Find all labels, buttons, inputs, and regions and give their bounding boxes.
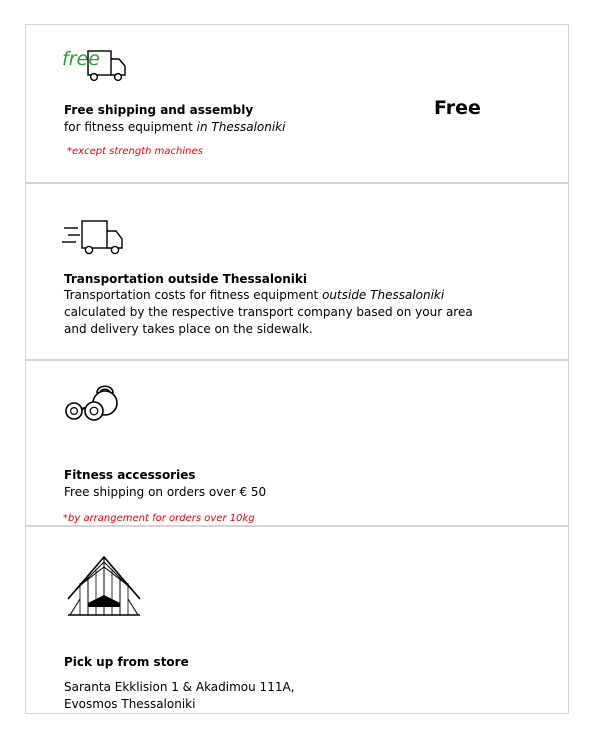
option-title: Pick up from store: [64, 655, 189, 669]
option-description-line-3: and delivery takes place on the sidewalk.: [64, 322, 313, 336]
option-description-text: Transportation costs for fitness equipment: [64, 288, 323, 302]
option-description: Free shipping on orders over € 50: [64, 485, 267, 499]
shipping-options-panel: [25, 24, 569, 714]
option-description-emphasis: in Thessaloniki: [196, 120, 286, 134]
store-building-icon: [64, 555, 144, 621]
option-description-text: for fitness equipment: [64, 120, 197, 134]
store-address-line-1: Saranta Ekklision 1 & Akadimou 111A,: [64, 680, 295, 694]
option-title: Transportation outside Thessaloniki: [64, 272, 308, 286]
free-delivery-truck-icon: [62, 45, 142, 89]
option-title: Fitness accessories: [64, 468, 196, 482]
dumbbell-kettlebell-icon: [64, 381, 124, 433]
option-note: *by arrangement for orders over 10kg: [63, 513, 255, 524]
fast-delivery-truck-icon: [62, 218, 134, 262]
option-description: [64, 119, 285, 136]
shipping-option-free-assembly: [26, 25, 568, 182]
option-price: Free: [434, 97, 481, 119]
store-address-line-2: Evosmos Thessaloniki: [64, 697, 196, 711]
shipping-option-accessories: [26, 361, 568, 525]
free-icon-text: free: [62, 48, 100, 70]
option-description-emphasis: outside Thessaloniki: [322, 288, 445, 302]
option-note: *except strength machines: [67, 146, 203, 157]
option-title: Free shipping and assembly: [64, 103, 254, 117]
shipping-option-store-pickup: [26, 527, 568, 713]
shipping-option-transport-outside: [26, 184, 568, 359]
option-description-line-1: [64, 287, 444, 304]
option-description-line-2: calculated by the respective transport company based on your area: [64, 305, 473, 319]
